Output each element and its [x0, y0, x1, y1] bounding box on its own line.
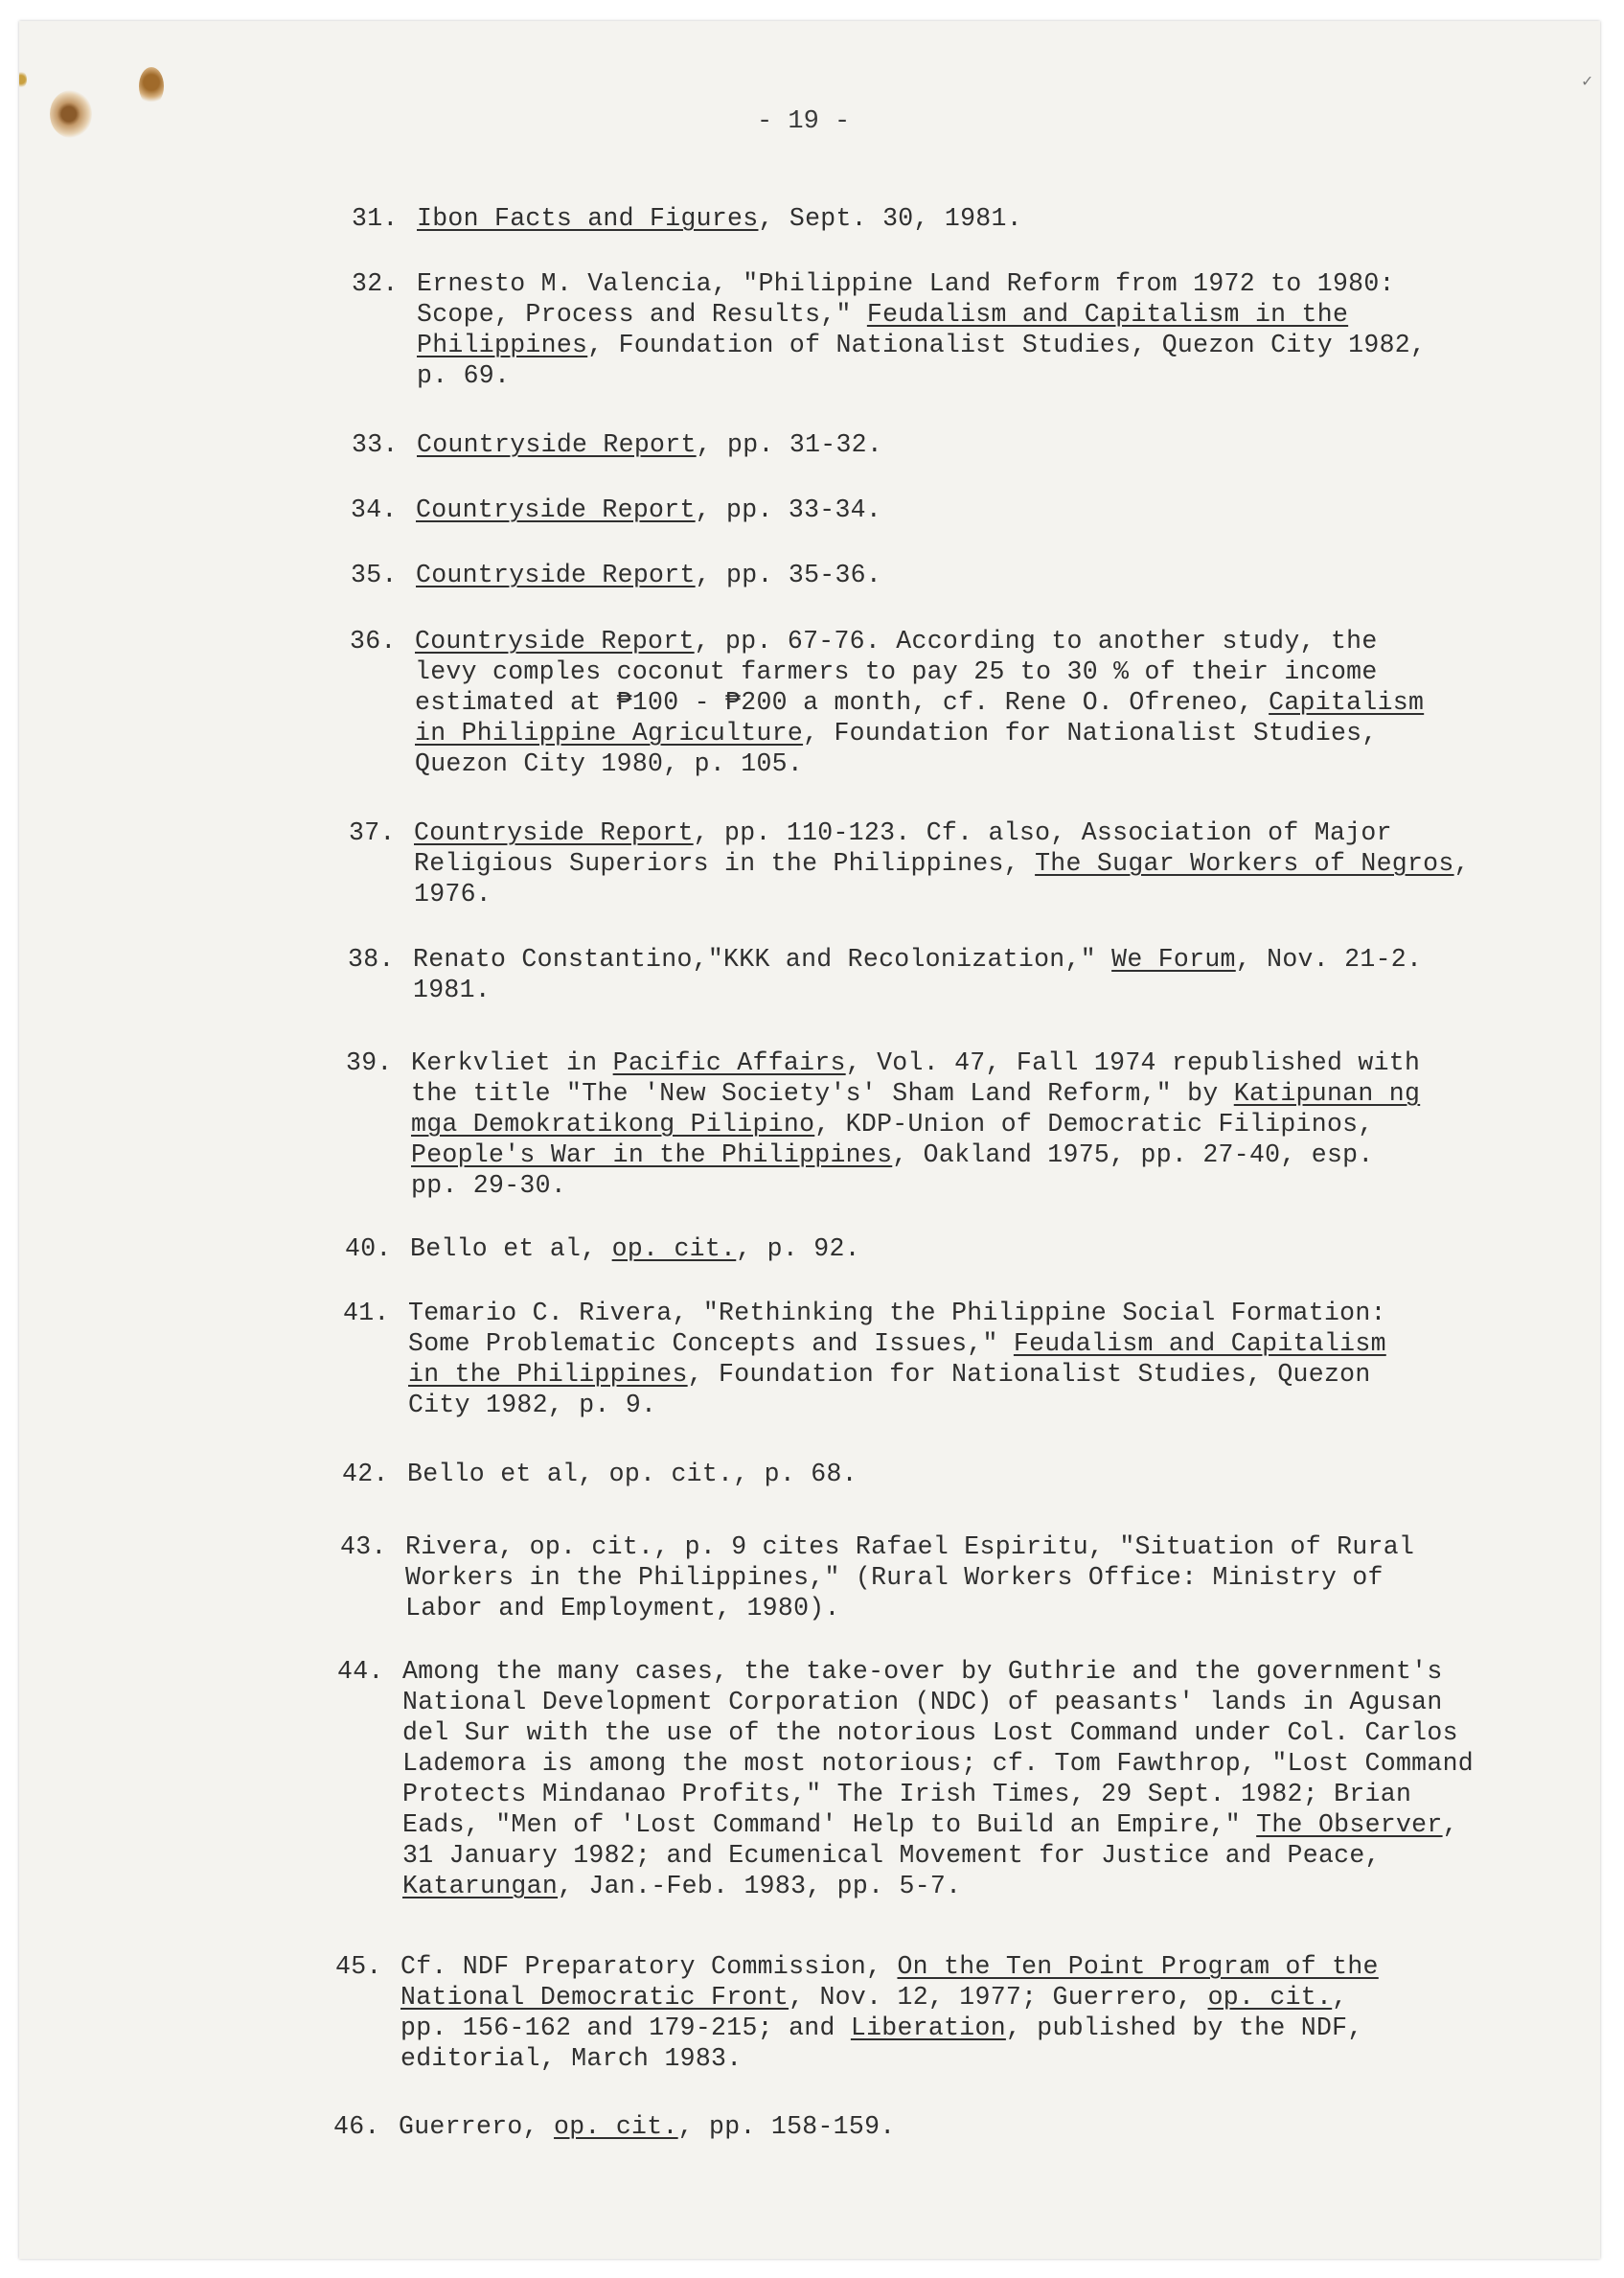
note-36 [350, 626, 1595, 779]
note-line [343, 1298, 1589, 1328]
underlined-title: Feudalism and Capitalism in the [866, 300, 1349, 329]
note-text: Lademora is among the most notorious; cf. Tom Fawthrop, "Lost Command [402, 1749, 1474, 1778]
underlined-title: Countryside Report [416, 495, 696, 524]
note-number: 32. [352, 269, 399, 298]
note-text: , [1453, 849, 1470, 878]
note-line [337, 1687, 1583, 1717]
underlined-title: Katarungan [402, 1872, 559, 1900]
note-text: Protects Mindanao Profits," The Irish Times, 29 Sept. 1982; Brian [402, 1780, 1412, 1808]
rust-stain [50, 90, 92, 138]
note-number: 46. [333, 2112, 380, 2141]
note-number: 43. [340, 1532, 387, 1561]
note-line [346, 1109, 1591, 1139]
note-text: , Oakland 1975, pp. 27-40, esp. [892, 1140, 1374, 1169]
note-text: , Foundation for Nationalist Studies, [803, 719, 1378, 748]
note-text: , Jan.-Feb. 1983, pp. 5-7. [558, 1872, 962, 1900]
note-line [333, 2111, 1579, 2142]
note-32 [352, 268, 1597, 391]
note-45 [335, 1951, 1581, 2074]
underlined-title: in Philippine Agriculture [415, 719, 804, 748]
note-text: levy comples coconut farmers to pay 25 to 30 % of their income [415, 657, 1378, 686]
note-text: , pp. 31-32. [696, 430, 883, 459]
underlined-title: People's War in the Philippines [411, 1140, 893, 1169]
note-text: del Sur with the use of the notorious Lost Command under Col. Carlos [402, 1718, 1458, 1747]
underlined-title: Countryside Report [417, 430, 697, 459]
note-text: pp. 29-30. [411, 1171, 567, 1200]
note-text: Among the many cases, the take-over by Guthrie and the government's [402, 1657, 1443, 1686]
underlined-title: op. cit. [611, 1234, 737, 1263]
note-line [340, 1593, 1586, 1623]
note-text: City 1982, p. 9. [408, 1391, 657, 1419]
note-line [337, 1748, 1583, 1779]
note-text: Temario C. Rivera, "Rethinking the Philippine Social Formation: [408, 1299, 1386, 1327]
note-line [337, 1871, 1583, 1901]
note-line [340, 1531, 1586, 1562]
note-line [348, 975, 1593, 1005]
note-line [337, 1809, 1583, 1840]
note-text: Guerrero, [399, 2112, 555, 2141]
note-line [343, 1390, 1589, 1420]
note-number: 40. [345, 1234, 392, 1263]
underlined-title: Countryside Report [414, 818, 694, 847]
note-number: 44. [337, 1657, 384, 1686]
note-39 [346, 1047, 1591, 1201]
note-41 [343, 1298, 1589, 1420]
note-text: Workers in the Philippines," (Rural Workers Office: Ministry of [405, 1563, 1384, 1592]
rust-stain [19, 71, 27, 88]
note-text: pp. 156-162 and 179-215; and [400, 2013, 851, 2042]
note-text: Quezon City 1980, p. 105. [415, 749, 804, 778]
note-text: , Nov. 12, 1977; Guerrero, [789, 1983, 1208, 2012]
note-line [346, 1170, 1591, 1201]
note-line [352, 429, 1597, 460]
note-line [345, 1233, 1590, 1264]
note-line [346, 1078, 1591, 1109]
note-line [343, 1328, 1589, 1359]
note-line [352, 299, 1597, 330]
note-42 [342, 1459, 1588, 1489]
note-text: Cf. NDF Preparatory Commission, [400, 1952, 898, 1981]
note-number: 39. [346, 1048, 393, 1077]
note-line [346, 1139, 1591, 1170]
note-line [350, 656, 1595, 687]
note-line [337, 1717, 1583, 1748]
note-text: Scope, Process and Results," [417, 300, 867, 329]
note-number: 41. [343, 1299, 390, 1327]
note-text: Bello et al, op. cit., p. 68. [407, 1460, 858, 1488]
note-text: Eads, "Men of 'Lost Command' Help to Build an Empire," [402, 1810, 1257, 1839]
note-number: 37. [349, 818, 396, 847]
note-line [348, 944, 1593, 975]
underlined-title: Ibon Facts and Figures [417, 204, 759, 233]
underlined-title: Countryside Report [416, 561, 696, 589]
note-text: , p. 92. [736, 1234, 860, 1263]
note-text: Ernesto M. Valencia, "Philippine Land Reform from 1972 to 1980: [417, 269, 1395, 298]
note-text: , Foundation for Nationalist Studies, Quezon [687, 1360, 1371, 1389]
note-number: 33. [352, 430, 399, 459]
underlined-title: National Democratic Front [400, 1983, 789, 2012]
note-40 [345, 1233, 1590, 1264]
underlined-title: Philippines [417, 331, 588, 359]
note-35 [351, 560, 1596, 590]
note-31 [352, 203, 1597, 234]
note-text: , Nov. 21-2. [1235, 945, 1423, 974]
note-line [342, 1459, 1588, 1489]
note-line [350, 718, 1595, 748]
note-text: 31 January 1982; and Ecumenical Movement for Justice and Peace, [402, 1841, 1381, 1870]
note-text: , [1442, 1810, 1458, 1839]
note-line [351, 495, 1596, 525]
note-text: Religious Superiors in the Philippines, [414, 849, 1036, 878]
note-text: , [1332, 1983, 1348, 2012]
note-33 [352, 429, 1597, 460]
note-text: estimated at ₱100 - ₱200 a month, cf. Rene O. Ofreneo, [415, 688, 1269, 717]
note-number: 34. [351, 495, 398, 524]
note-number: 45. [335, 1952, 382, 1981]
note-line [352, 268, 1597, 299]
underlined-title: mga Demokratikong Pilipino [411, 1110, 815, 1139]
note-line [337, 1779, 1583, 1809]
note-line [343, 1359, 1589, 1390]
note-line [352, 330, 1597, 360]
note-line [350, 748, 1595, 779]
note-number: 38. [348, 945, 395, 974]
rust-stain [139, 67, 164, 105]
note-text: , pp. 158-159. [677, 2112, 896, 2141]
note-34 [351, 495, 1596, 525]
note-text: Some Problematic Concepts and Issues," [408, 1329, 1014, 1358]
note-line [349, 848, 1594, 879]
underlined-title: Liberation [850, 2013, 1006, 2042]
note-line [335, 2013, 1581, 2043]
underlined-title: in the Philippines [408, 1360, 688, 1389]
note-line [352, 360, 1597, 391]
underlined-title: We Forum [1111, 945, 1236, 974]
note-text: Bello et al, [410, 1234, 612, 1263]
note-line [350, 626, 1595, 656]
note-line [335, 2043, 1581, 2074]
note-line [340, 1562, 1586, 1593]
note-line [352, 203, 1597, 234]
underlined-title: Countryside Report [415, 627, 695, 656]
note-text: , Sept. 30, 1981. [758, 204, 1022, 233]
note-line [350, 687, 1595, 718]
note-line [335, 1982, 1581, 2013]
note-text: , KDP-Union of Democratic Filipinos, [814, 1110, 1374, 1139]
note-line [346, 1047, 1591, 1078]
underlined-title: Capitalism [1269, 688, 1425, 717]
note-number: 35. [351, 561, 398, 589]
note-text: , pp. 33-34. [695, 495, 882, 524]
note-number: 31. [352, 204, 399, 233]
note-text: Labor and Employment, 1980). [405, 1594, 840, 1622]
note-line [349, 817, 1594, 848]
note-text: , pp. 35-36. [695, 561, 882, 589]
note-line [349, 879, 1594, 909]
note-43 [340, 1531, 1586, 1623]
note-text: Rivera, op. cit., p. 9 cites Rafael Espiritu, "Situation of Rural [405, 1532, 1415, 1561]
note-text: editorial, March 1983. [400, 2044, 743, 2073]
note-38 [348, 944, 1593, 1005]
pencil-mark: ✓ [1582, 73, 1592, 92]
note-line [337, 1840, 1583, 1871]
note-37 [349, 817, 1594, 909]
underlined-title: op. cit. [554, 2112, 678, 2141]
note-line [335, 1951, 1581, 1982]
note-text: , Vol. 47, Fall 1974 republished with [845, 1048, 1421, 1077]
note-44 [337, 1656, 1583, 1901]
note-line [351, 560, 1596, 590]
underlined-title: Pacific Affairs [612, 1048, 846, 1077]
note-line [337, 1656, 1583, 1687]
note-number: 36. [350, 627, 397, 656]
note-text: , pp. 67-76. According to another study, the [694, 627, 1378, 656]
note-text: 1981. [413, 976, 492, 1004]
note-text: , published by the NDF, [1005, 2013, 1363, 2042]
note-46 [333, 2111, 1579, 2142]
note-text: Kerkvliet in [411, 1048, 613, 1077]
note-text: p. 69. [417, 361, 511, 390]
note-text: , pp. 110-123. Cf. also, Association of Major [693, 818, 1392, 847]
note-text: the title "The 'New Society's' Sham Land Reform," by [411, 1079, 1234, 1108]
note-text: 1976. [414, 880, 492, 909]
underlined-title: Katipunan ng [1233, 1079, 1421, 1108]
underlined-title: On the Ten Point Program of the [897, 1952, 1379, 1981]
note-text: , Foundation of Nationalist Studies, Quezon City 1982, [587, 331, 1427, 359]
underlined-title: op. cit. [1207, 1983, 1333, 2012]
note-text: National Development Corporation (NDC) of peasants' lands in Agusan [402, 1688, 1443, 1716]
note-text: Renato Constantino,"KKK and Recolonization," [413, 945, 1112, 974]
note-number: 42. [342, 1460, 389, 1488]
page-number: - 19 - [757, 107, 851, 136]
underlined-title: The Sugar Workers of Negros [1035, 849, 1454, 878]
underlined-title: The Observer [1256, 1810, 1443, 1839]
underlined-title: Feudalism and Capitalism [1013, 1329, 1386, 1358]
